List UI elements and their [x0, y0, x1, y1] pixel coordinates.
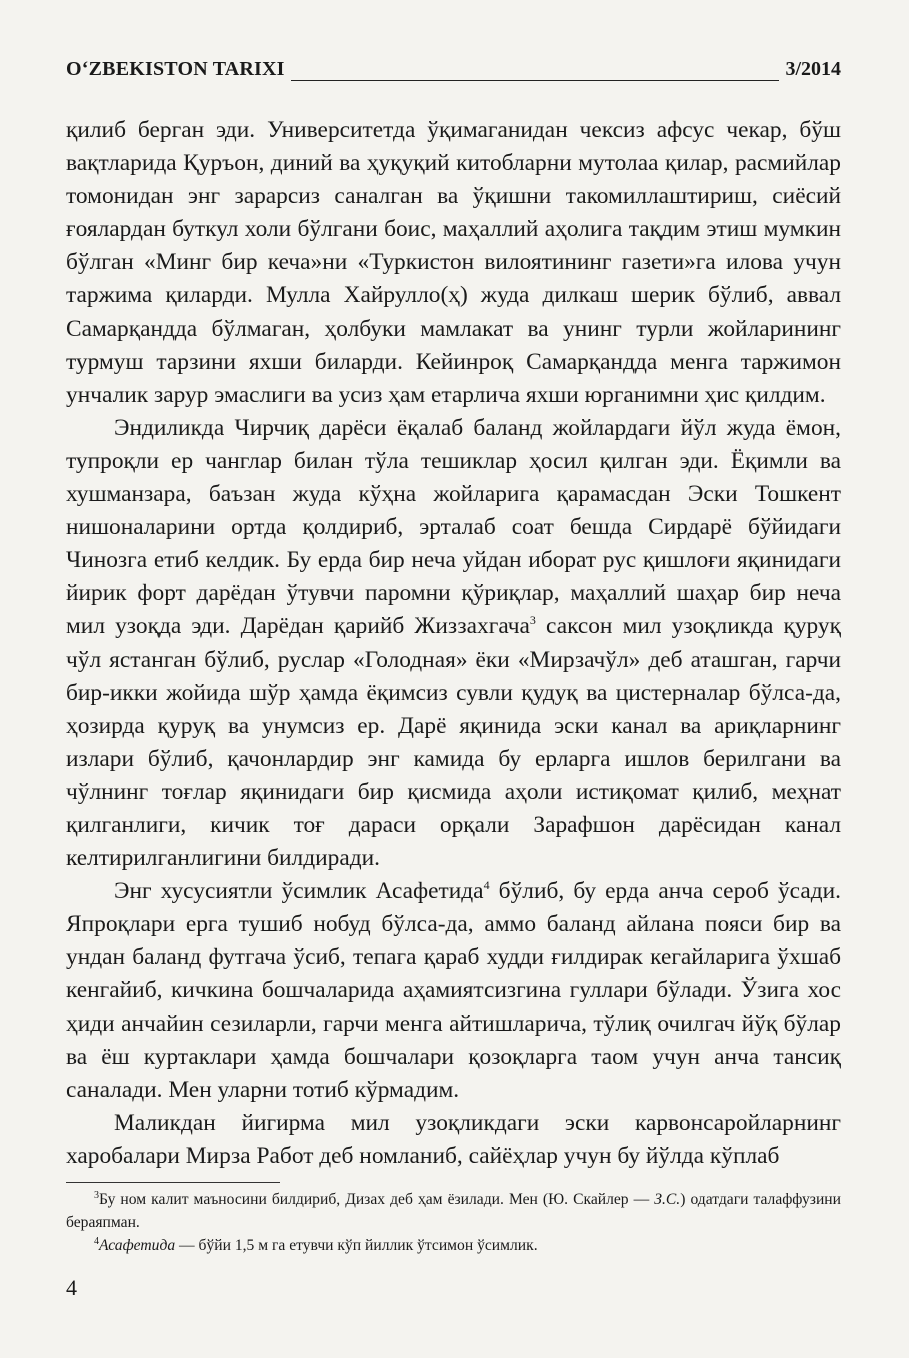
- issue-number: 3/2014: [779, 58, 841, 81]
- footnote: [66, 1234, 841, 1257]
- text-run: Эндиликда Чирчиқ дарёси ёқалаб баланд жойлардаги йўл жуда ёмон, тупроқли ер чанглар билан тўла тешиклар ҳосил қилган эди. Ёқимли ва хушманзара, баъзан жуда кўҳна жойларига қарамасдан Эски Тошкент нишоналарини ортда қолдириб, эрталаб соат бешда Сирдарё бўйидаги Чинозга етиб келдик. Бу ерда бир неча уйдан иборат рус қишлоғи яқинидаги йирик форт дарёдан ўтувчи паромни қўриқлар, маҳаллий шаҳар бир неча мил узоқда эди. Дарёдан қарийб Жиззахгача: [66, 414, 841, 640]
- running-head: [66, 58, 841, 86]
- journal-title: O‘ZBEKISTON TARIXI: [66, 58, 291, 81]
- text-run: Маликдан йигирма мил узоқликдаги эски карвонсаройларнинг харобалари Мирза Работ деб номланиб, сайёҳлар учун бу йўлда кўплаб: [66, 1109, 841, 1169]
- body-paragraph: [66, 412, 841, 875]
- text-run: Бу ном калит маъносини билдириб, Дизах деб ҳам ёзилади. Мен (Ю. Скайлер —: [99, 1191, 655, 1208]
- text-run: бўлиб, бу ерда анча сероб ўсади. Япроқлари ерга тушиб нобуд бўлса-да, аммо баланд айлана пояси бир ва ундан баланд футгача ўсиб, тепага қараб худди ғилдирак кегайларига ўхшаб кенгайиб, кичкина бошчаларида аҳамиятсизгина гуллари бўлади. Ўзига хос ҳиди анчайин сезиларли, гарчи менга айтишларича, тўлиқ очилгач йўқ бўлар ва ёш куртаклари ҳамда бошчалари қозоқларга таом учун анча тансиқ саналади. Мен уларни тотиб кўрмадим.: [66, 878, 841, 1103]
- footnote-number: 4: [94, 1236, 99, 1247]
- footnotes: [66, 1188, 841, 1257]
- article-body: [66, 114, 841, 1173]
- text-run: саксон мил узоқликда қуруқ чўл ястанган бўлиб, руслар «Голодная» ёки «Мирзачўл» деб аташган, гарчи бир-икки жойида шўр ҳамда ёқимсиз сувли қудуқ ва цистерналар бўлса-да, ҳозирда қуруқ ва унумсиз ер. Дарё яқинида эски канал ва ариқларнинг излари бўлиб, қачонлардир энг камида бу ерларга ишлов берилгани ва чўлнинг тоғлар яқинидаги бир қисмида аҳоли истиқомат қилиб, меҳнат қилганлиги, кичик тоғ дараси орқали Зарафшон дарёсидан канал келтирилганлигини билдиради.: [66, 613, 841, 872]
- body-paragraph: [66, 114, 841, 412]
- footnote-number: 3: [94, 1190, 99, 1201]
- italic-text: Асафетида: [99, 1237, 176, 1254]
- text-run: ) одатдаги талаффузини бераяпман.: [66, 1191, 841, 1231]
- footnote: [66, 1188, 841, 1234]
- text-run: қилиб берган эди. Университетда ўқимаганидан чексиз афсус чекар, бўш вақтларида Қуръон, диний ва ҳуқуқий китобларни мутолаа қилар, расмийлар томонидан энг зарарсиз саналган ва ўқишни такомиллаштириш, сиёсий ғоялардан буткул холи бўлгани боис, маҳаллий аҳолига тақдим этиш мумкин бўлган «Минг бир кеча»ни «Туркистон вилоятининг газети»га илова учун таржима қиларди. Мулла Хайрулло(ҳ) жуда дилкаш шерик бўлиб, аввал Самарқандда бўлмаган, ҳолбуки мамлакат ва унинг турли жойларининг турмуш тарзини яхши биларди. Кейинроқ Самарқандда менга таржимон унчалик зарур эмаслиги ва усиз ҳам етарлича яхши юрганимни ҳис қилдим.: [66, 117, 841, 408]
- footnote-separator: [66, 1182, 280, 1183]
- page-number: 4: [66, 1275, 77, 1300]
- text-run: Энг хусусиятли ўсимлик Асафетида: [114, 878, 484, 905]
- italic-text: З.С.: [654, 1191, 681, 1208]
- footnote-reference: 4: [483, 878, 490, 893]
- body-paragraph: [66, 875, 841, 1107]
- body-paragraph: [66, 1107, 841, 1173]
- footnote-reference: 3: [529, 613, 536, 628]
- text-run: — бўйи 1,5 м га етувчи кўп йиллик ўтсимон ўсимлик.: [175, 1237, 538, 1254]
